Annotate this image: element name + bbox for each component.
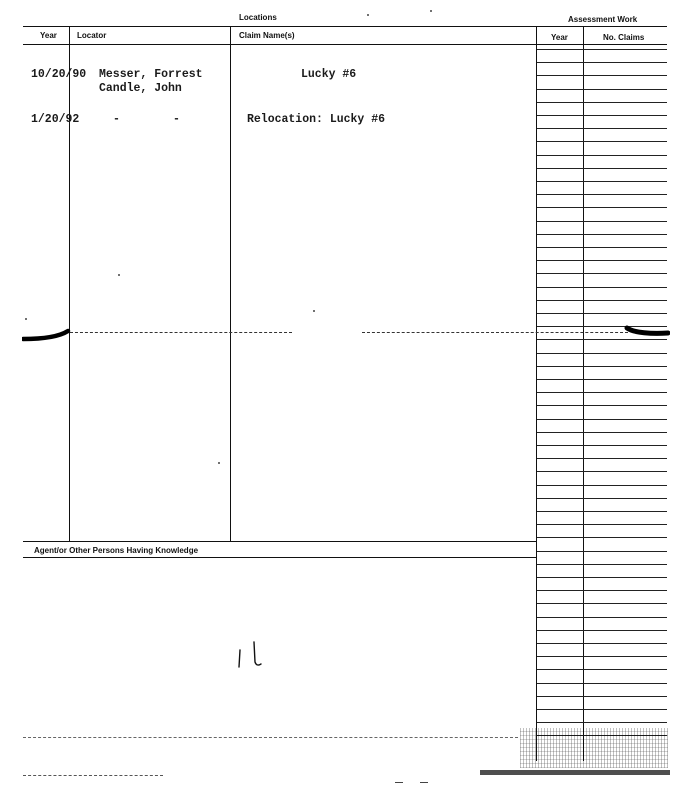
agent-heading-rule — [23, 557, 536, 558]
assessment-row-line — [537, 75, 667, 76]
assessment-row-line — [537, 379, 667, 380]
assessment-row-line — [537, 485, 667, 486]
col-header-aw-year: Year — [551, 33, 568, 42]
claim-assessment-divider — [536, 26, 537, 761]
noise-block — [520, 728, 668, 768]
fold-dashed-line-left — [70, 332, 292, 333]
assessment-row-line — [537, 696, 667, 697]
assessment-row-line — [537, 551, 667, 552]
entry-2-year: 1/20/92 — [31, 113, 80, 126]
speck — [118, 274, 120, 276]
assessment-row-line — [537, 260, 667, 261]
assessment-row-line — [537, 155, 667, 156]
assessment-row-line — [537, 300, 667, 301]
assessment-row-line — [537, 419, 667, 420]
entry-1-locator-line1: Messer, Forrest — [99, 68, 203, 81]
assessment-row-line — [537, 287, 667, 288]
assessment-row-line — [537, 234, 667, 235]
locations-heading: Locations — [239, 13, 277, 22]
speck — [313, 310, 315, 312]
assessment-row-line — [537, 221, 667, 222]
assessment-row-line — [537, 537, 667, 538]
assessment-row-line — [537, 273, 667, 274]
assessment-row-line — [537, 445, 667, 446]
assessment-row-line — [537, 62, 667, 63]
assessment-row-line — [537, 669, 667, 670]
assessment-row-line — [537, 617, 667, 618]
assessment-row-line — [537, 590, 667, 591]
year-locator-divider — [69, 26, 70, 541]
entry-1-locator-line2: Candle, John — [99, 82, 182, 95]
assessment-row-line — [537, 709, 667, 710]
speck — [25, 318, 27, 320]
header-top-rule — [23, 26, 667, 27]
assessment-row-line — [537, 353, 667, 354]
assessment-row-line — [537, 168, 667, 169]
table-bottom-rule — [23, 541, 536, 542]
assessment-row-line — [537, 89, 667, 90]
assessment-row-line — [537, 207, 667, 208]
assessment-row-line — [537, 115, 667, 116]
assessment-row-line — [537, 498, 667, 499]
assessment-row-line — [537, 511, 667, 512]
assessment-row-line — [537, 432, 667, 433]
assessment-row-line — [537, 247, 667, 248]
faded-line-2 — [23, 775, 163, 776]
assessment-row-line — [537, 458, 667, 459]
locator-claim-divider — [230, 26, 231, 541]
header-bottom-rule — [23, 44, 667, 45]
speck — [395, 782, 403, 783]
entry-1-year: 10/20/90 — [31, 68, 87, 81]
assessment-row-line — [537, 49, 667, 50]
assessment-work-heading: Assessment Work — [568, 15, 638, 24]
faded-line-1 — [23, 737, 518, 738]
fold-dashed-line-right — [362, 332, 628, 333]
assessment-row-line — [537, 194, 667, 195]
assessment-row-line — [537, 102, 667, 103]
speck — [420, 782, 428, 783]
col-header-claim-names: Claim Name(s) — [239, 31, 295, 40]
aw-year-claims-divider — [583, 26, 584, 761]
handwritten-marks — [232, 640, 268, 670]
assessment-row-line — [537, 366, 667, 367]
faded-line-3 — [480, 770, 670, 775]
assessment-row-line — [537, 683, 667, 684]
assessment-row-line — [537, 577, 667, 578]
col-header-locator: Locator — [77, 31, 107, 40]
entry-2-claim: Relocation: Lucky #6 — [247, 113, 386, 126]
assessment-row-line — [537, 181, 667, 182]
col-header-year: Year — [40, 31, 57, 40]
assessment-row-line — [537, 630, 667, 631]
speck — [430, 10, 432, 12]
entry-2-locator-dash-1: - — [113, 113, 120, 126]
assessment-row-line — [537, 656, 667, 657]
assessment-row-line — [537, 405, 667, 406]
assessment-row-line — [537, 471, 667, 472]
speck — [218, 462, 220, 464]
left-ink-mark — [22, 326, 72, 342]
entry-2-locator-dash-2: - — [173, 113, 180, 126]
assessment-row-line — [537, 313, 667, 314]
assessment-row-line — [537, 141, 667, 142]
right-ink-mark — [624, 324, 670, 340]
col-header-aw-no-claims: No. Claims — [603, 33, 645, 42]
assessment-row-line — [537, 128, 667, 129]
assessment-row-line — [537, 524, 667, 525]
assessment-row-line — [537, 643, 667, 644]
entry-1-claim: Lucky #6 — [301, 68, 357, 81]
assessment-row-line — [537, 722, 667, 723]
assessment-row-line — [537, 392, 667, 393]
assessment-row-line — [537, 603, 667, 604]
assessment-row-line — [537, 564, 667, 565]
speck — [367, 14, 369, 16]
agent-section-heading: Agent/or Other Persons Having Knowledge — [34, 546, 199, 555]
